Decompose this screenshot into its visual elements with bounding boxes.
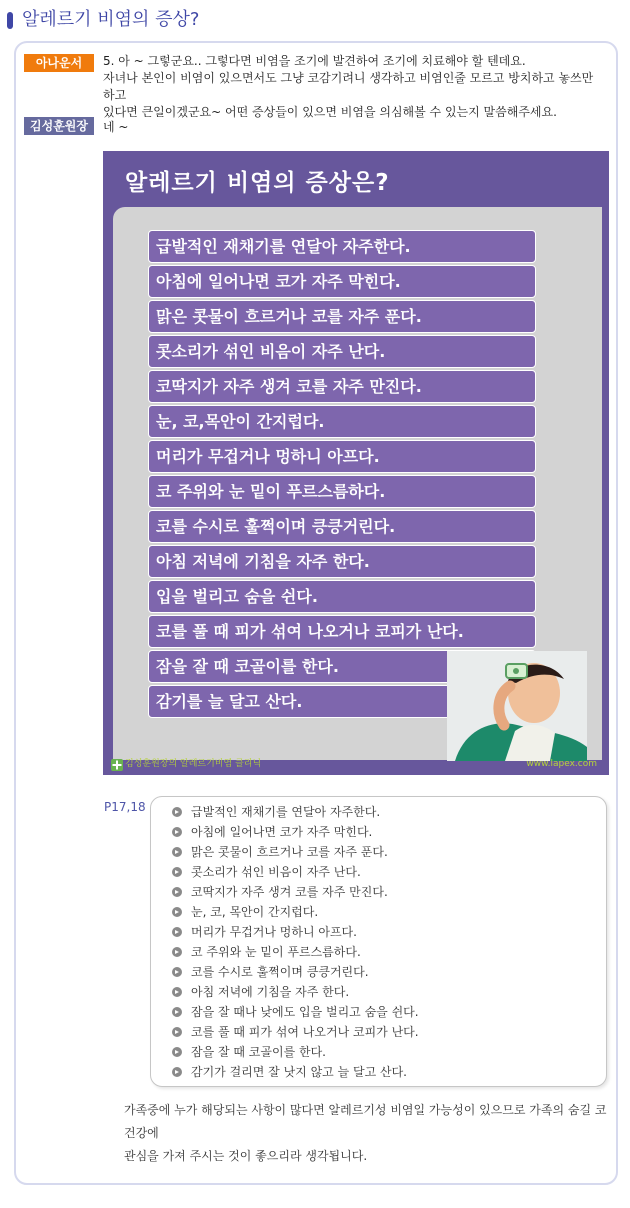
speaker-badge-director: 김성훈원장 [24, 117, 94, 135]
poster-symptom-item: 눈, 코,목안이 간지럽다. [148, 405, 536, 438]
play-bullet-icon [172, 887, 182, 897]
person-drinking-illustration [447, 651, 587, 761]
list-item [172, 982, 592, 1002]
list-item [172, 1062, 592, 1082]
list-item-label: 코 주위와 눈 밑이 푸르스름하다. [191, 945, 361, 959]
play-bullet-icon [172, 1067, 182, 1077]
play-bullet-icon [172, 947, 182, 957]
list-item [172, 842, 592, 862]
list-item [172, 1042, 592, 1062]
clinic-name: 김성훈원장의 알레르기비염 클리닉 [125, 759, 262, 769]
poster-symptom-item: 콧소리가 섞인 비음이 자주 난다. [148, 335, 536, 368]
poster-symptom-item: 맑은 콧물이 흐르거나 코를 자주 푼다. [148, 300, 536, 333]
list-item [172, 1002, 592, 1022]
list-item-label: 잠을 잘 때 코골이를 한다. [191, 1045, 326, 1059]
title-bullet-icon [7, 12, 13, 29]
clinic-url: www.lapex.com [526, 759, 597, 769]
poster-symptom-item: 아침에 일어나면 코가 자주 막힌다. [148, 265, 536, 298]
play-bullet-icon [172, 847, 182, 857]
play-bullet-icon [172, 807, 182, 817]
poster-symptom-item: 감기를 늘 달고 산다. [148, 685, 536, 718]
poster-symptom-item: 코를 풀 때 피가 섞여 나오거나 코피가 난다. [148, 615, 536, 648]
play-bullet-icon [172, 827, 182, 837]
page-title: 알레르기 비염의 증상? [22, 9, 200, 30]
play-bullet-icon [172, 967, 182, 977]
list-item [172, 962, 592, 982]
page-reference: P17,18 [104, 800, 146, 814]
speaker-badge-announcer: 아나운서 [24, 54, 94, 72]
list-item-label: 코딱지가 자주 생겨 코를 자주 만진다. [191, 885, 388, 899]
poster-symptom-item: 코 주위와 눈 밑이 푸르스름하다. [148, 475, 536, 508]
poster-symptom-item: 아침 저녁에 기침을 자주 한다. [148, 545, 536, 578]
list-item [172, 862, 592, 882]
poster-symptom-item: 코를 수시로 훌쩍이며 킁킁거린다. [148, 510, 536, 543]
list-item [172, 822, 592, 842]
play-bullet-icon [172, 867, 182, 877]
list-item-label: 맑은 콧물이 흐르거나 코를 자주 푼다. [191, 845, 388, 859]
closing-paragraph: 가족중에 누가 해당되는 사항이 많다면 알레르기성 비염일 가능성이 있으므로 가족의 숨길 코건강에 관심을 가져 주시는 것이 좋으리라 생각됩니다. [124, 1103, 607, 1163]
list-item-label: 콧소리가 섞인 비음이 자주 난다. [191, 865, 361, 879]
list-item [172, 882, 592, 902]
poster-title: 알레르기 비염의 증상은? [125, 170, 390, 196]
poster-symptom-item: 잠을 잘 때 코골이를 한다. [148, 650, 536, 683]
list-item-label: 코를 수시로 훌쩍이며 킁킁거린다. [191, 965, 369, 979]
play-bullet-icon [172, 1007, 182, 1017]
list-item [172, 942, 592, 962]
list-item-label: 눈, 코, 목안이 간지럽다. [191, 905, 319, 919]
play-bullet-icon [172, 1047, 182, 1057]
list-item-label: 아침에 일어나면 코가 자주 막힌다. [191, 825, 373, 839]
symptom-poster [103, 151, 609, 775]
list-item [172, 902, 592, 922]
list-item-label: 아침 저녁에 기침을 자주 한다. [191, 985, 350, 999]
play-bullet-icon [172, 1027, 182, 1037]
list-item-label: 감기가 걸리면 잘 낫지 않고 늘 달고 산다. [191, 1065, 407, 1079]
list-item-label: 코를 풀 때 피가 섞여 나오거나 코피가 난다. [191, 1025, 419, 1039]
list-item [172, 922, 592, 942]
poster-symptom-item: 머리가 무겁거나 멍하니 아프다. [148, 440, 536, 473]
poster-symptom-item: 급발적인 재채기를 연달아 자주한다. [148, 230, 536, 263]
poster-symptom-item: 코딱지가 자주 생겨 코를 자주 만진다. [148, 370, 536, 403]
clinic-cross-logo-icon [111, 759, 123, 771]
list-item-label: 머리가 무겁거나 멍하니 아프다. [191, 925, 357, 939]
poster-symptom-item: 입을 벌리고 숨을 쉰다. [148, 580, 536, 613]
play-bullet-icon [172, 927, 182, 937]
list-item-label: 급발적인 재채기를 연달아 자주한다. [191, 805, 381, 819]
page-header [0, 0, 630, 40]
play-bullet-icon [172, 987, 182, 997]
list-item [172, 1022, 592, 1042]
list-item-label: 잠을 잘 때나 낮에도 입을 벌리고 숨을 쉰다. [191, 1005, 419, 1019]
reference-list-box [150, 796, 607, 1087]
director-dialogue: 네 ~ [103, 120, 129, 134]
list-item [172, 802, 592, 822]
play-bullet-icon [172, 907, 182, 917]
announcer-dialogue: 5. 아 ~ 그렇군요.. 그렇다면 비염을 조기에 발견하여 조기에 치료해야 할 텐데요. 자녀나 본인이 비염이 있으면서도 그냥 코감기려니 생각하고 비염인줄 모르고 방치하고 놓쓰만 하고 있다면 큰일이겠군요~ 어떤 증상들이 있으면 비염을 의심해볼 수 있는지 말씀해주세요. [103, 54, 594, 119]
